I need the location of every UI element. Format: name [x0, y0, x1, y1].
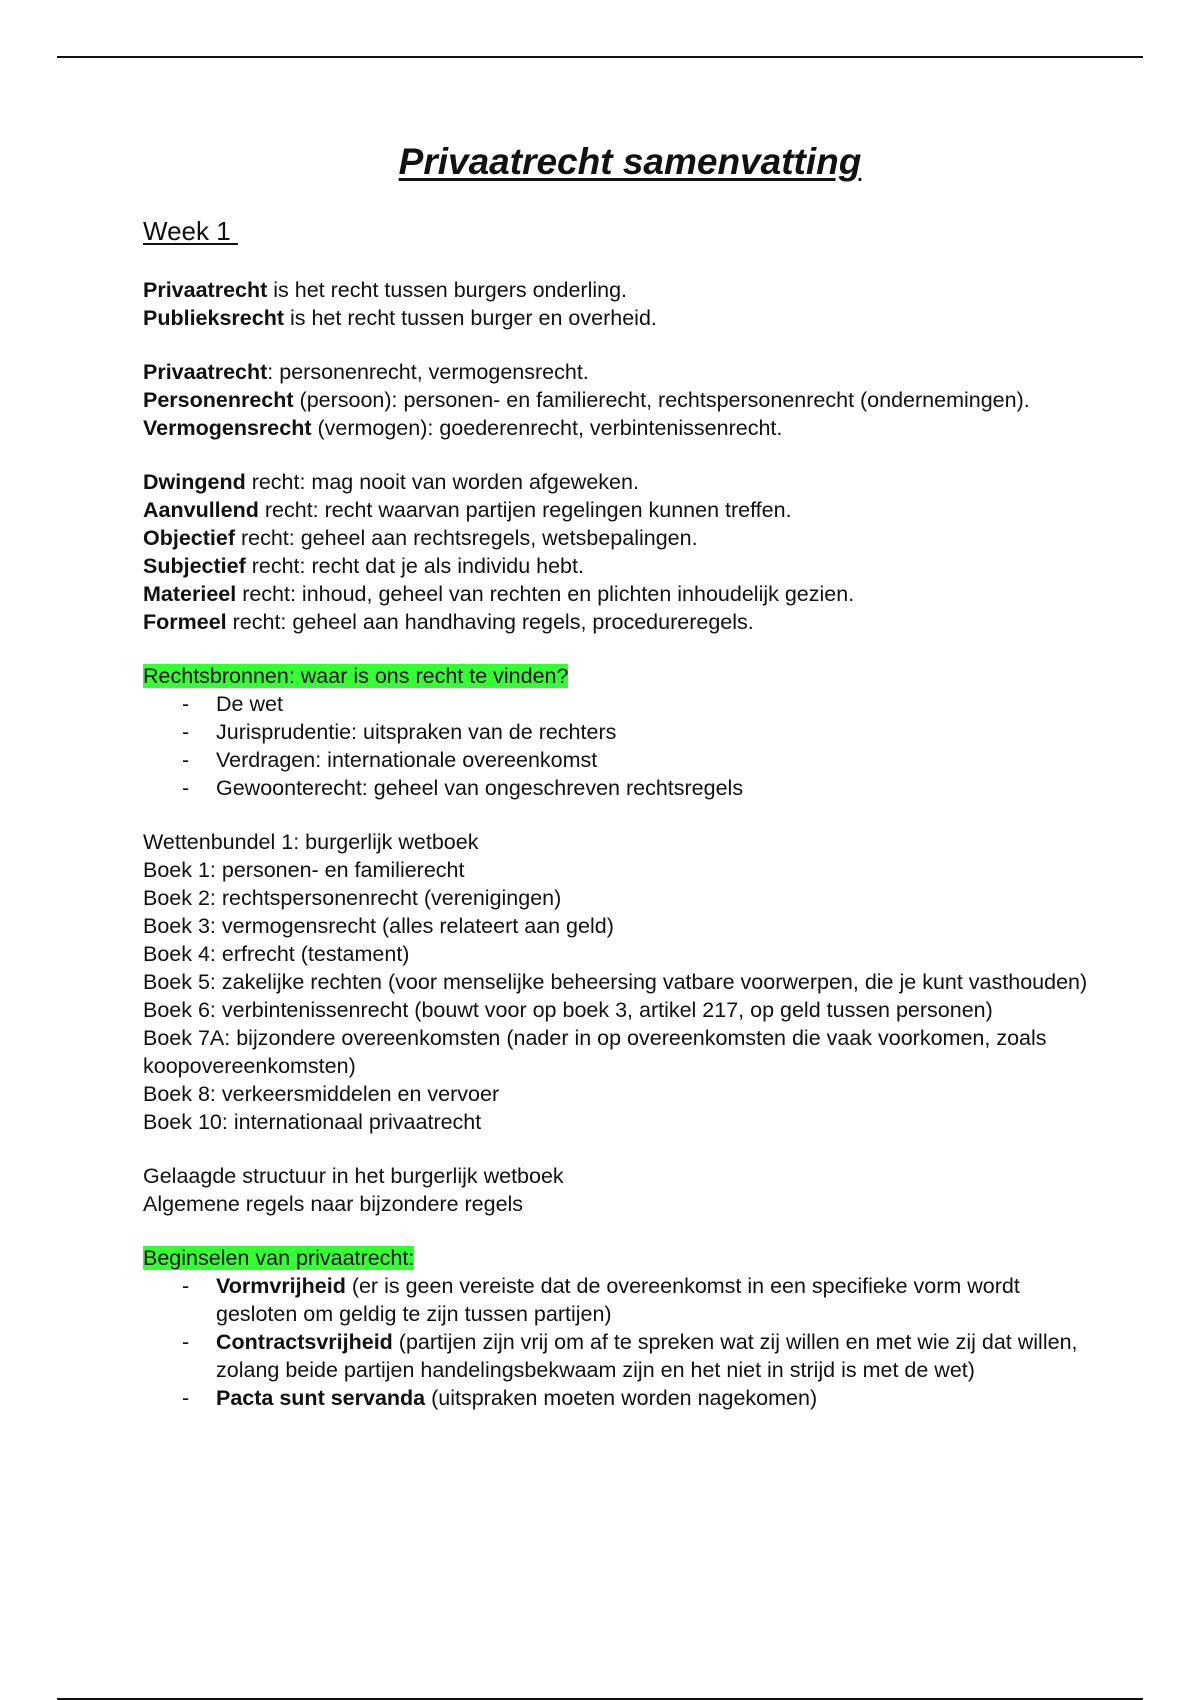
definition-text: (persoon): personen- en familierecht, rechtspersonenrecht (ondernemingen).	[293, 388, 1030, 412]
spacer	[143, 1218, 1103, 1244]
definition-term: Materieel	[143, 582, 237, 606]
definition-text: (vermogen): goederenrecht, verbintenissenrecht.	[311, 416, 783, 440]
definition-text: recht: recht waarvan partijen regelingen kunnen treffen.	[258, 498, 792, 522]
definition-line	[143, 496, 1103, 524]
list-item: - De wet	[143, 690, 1103, 718]
definition-line	[143, 468, 1103, 496]
book-line: Boek 8: verkeersmiddelen en vervoer	[143, 1082, 500, 1106]
principle-text: (er is geen vereiste dat de overeenkomst in een specifieke vorm wordt gesloten om geldig te zijn tussen partijen)	[216, 1274, 1020, 1326]
spacer	[143, 636, 1103, 662]
definition-text: recht: geheel aan rechtsregels, wetsbepalingen.	[235, 526, 698, 550]
sources-section	[143, 662, 1103, 802]
book-line: Boek 1: personen- en familierecht	[143, 858, 465, 882]
list-item	[143, 1328, 1103, 1384]
definition-term: Objectief	[143, 526, 235, 550]
definition-term: Vermogensrecht	[143, 416, 312, 440]
principles-heading-line	[143, 1244, 1103, 1272]
definition-text: : personenrecht, vermogensrecht.	[267, 360, 589, 384]
definition-term: Formeel	[143, 610, 227, 634]
header-rule	[57, 56, 1143, 58]
definition-text: recht: recht dat je als individu hebt.	[245, 554, 584, 578]
definition-term: Privaatrecht	[143, 360, 268, 384]
definition-term: Subjectief	[143, 554, 246, 578]
definitions-group-1	[143, 276, 1103, 332]
definition-text: recht: geheel aan handhaving regels, procedureregels.	[226, 610, 754, 634]
definitions-group-3	[143, 468, 1103, 636]
page-title: Privaatrecht samenvatting	[398, 141, 862, 182]
definition-line	[143, 608, 1103, 636]
books-section	[143, 828, 1103, 1136]
structure-line: Gelaagde structuur in het burgerlijk wetboek	[143, 1164, 564, 1188]
principle-term: Vormvrijheid	[216, 1274, 346, 1298]
definition-line	[143, 524, 1103, 552]
principle-term: Contractsvrijheid	[216, 1330, 393, 1354]
definition-term: Publieksrecht	[143, 306, 284, 330]
book-line: Boek 6: verbintenissenrecht (bouwt voor op boek 3, artikel 217, op geld tussen personen)	[143, 998, 993, 1022]
book-line: Boek 7A: bijzondere overeenkomsten (nader in op overeenkomsten die vaak voorkomen, zoals koopovereenkomsten)	[143, 1026, 1047, 1078]
list-item	[143, 1384, 1103, 1412]
spacer	[143, 1136, 1103, 1162]
book-line: Boek 4: erfrecht (testament)	[143, 942, 410, 966]
structure-line: Algemene regels naar bijzondere regels	[143, 1192, 524, 1216]
book-line: Wettenbundel 1: burgerlijk wetboek	[143, 830, 479, 854]
book-line: Boek 10: internationaal privaatrecht	[143, 1110, 482, 1134]
principles-list	[143, 1272, 1103, 1412]
book-line: Boek 2: rechtspersonenrecht (verenigingen)	[143, 886, 562, 910]
spacer	[143, 802, 1103, 828]
spacer	[143, 442, 1103, 468]
definition-text: recht: inhoud, geheel van rechten en plichten inhoudelijk gezien.	[236, 582, 855, 606]
definition-line	[143, 580, 1103, 608]
list-item: - Jurisprudentie: uitspraken van de rechters	[143, 718, 1103, 746]
definitions-group-2	[143, 358, 1103, 442]
definition-line	[143, 358, 1103, 386]
definition-line	[143, 386, 1103, 414]
principles-heading: Beginselen van privaatrecht:	[143, 1246, 415, 1270]
week-heading: Week 1	[143, 216, 238, 246]
definition-text: is het recht tussen burgers onderling.	[267, 278, 628, 302]
principles-section	[143, 1244, 1103, 1412]
list-item: - Gewoonterecht: geheel van ongeschreven rechtsregels	[143, 774, 1103, 802]
document-body	[143, 214, 1103, 1412]
definition-term: Personenrecht	[143, 388, 294, 412]
definition-line	[143, 276, 1103, 304]
sources-heading: Rechtsbronnen: waar is ons recht te vinden?	[143, 664, 569, 688]
definition-text: is het recht tussen burger en overheid.	[284, 306, 657, 330]
list-item	[143, 1272, 1103, 1328]
structure-section	[143, 1162, 1103, 1218]
book-line: Boek 5: zakelijke rechten (voor menselijke beheersing vatbare voorwerpen, die je kunt vasthouden)	[143, 970, 1088, 994]
principle-text: (uitspraken moeten worden nagekomen)	[425, 1386, 818, 1410]
principle-term: Pacta sunt servanda	[216, 1386, 426, 1410]
principle-text: (partijen zijn vrij om af te spreken wat zij willen en met wie zij dat willen, zolang beide partijen handelingsbekwaam zijn en het niet in strijd is met de wet)	[216, 1330, 1078, 1382]
sources-list	[143, 690, 1103, 802]
spacer	[143, 332, 1103, 358]
book-line: Boek 3: vermogensrecht (alles relateert aan geld)	[143, 914, 614, 938]
definition-text: recht: mag nooit van worden afgeweken.	[245, 470, 639, 494]
definition-line	[143, 304, 1103, 332]
sources-heading-line	[143, 662, 1103, 690]
definition-term: Privaatrecht	[143, 278, 268, 302]
definition-line	[143, 414, 1103, 442]
definition-line	[143, 552, 1103, 580]
definition-term: Dwingend	[143, 470, 246, 494]
definition-term: Aanvullend	[143, 498, 259, 522]
list-item: - Verdragen: internationale overeenkomst	[143, 746, 1103, 774]
